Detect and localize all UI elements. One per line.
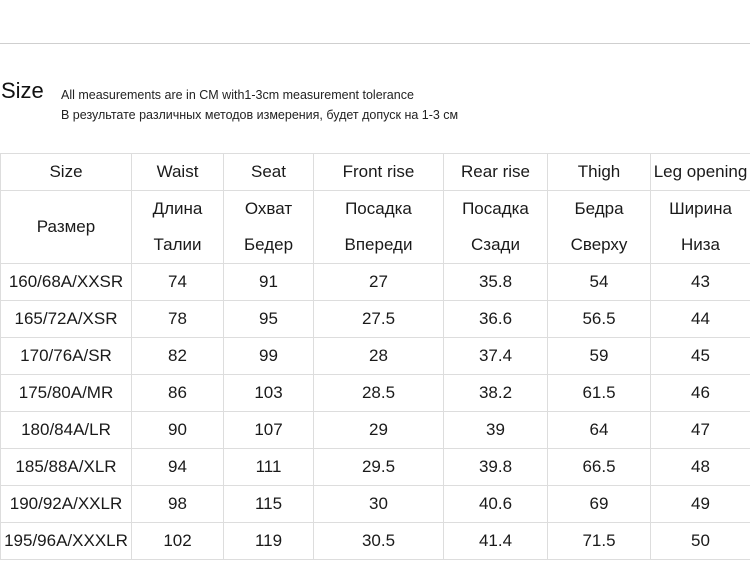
page-title: Size: [1, 78, 44, 103]
cell-front-rise: 27: [314, 264, 444, 301]
cell-rear-rise: 37.4: [444, 338, 548, 375]
cell-seat: 95: [224, 301, 314, 338]
table-body: [1, 264, 750, 560]
header-ru-thigh-line2: Сверху: [570, 235, 628, 254]
header-ru-front-rise-line2: Впереди: [344, 235, 413, 254]
cell-seat: 119: [224, 523, 314, 560]
header-ru-thigh: [548, 191, 651, 264]
cell-seat: 99: [224, 338, 314, 375]
cell-leg-opening: 47: [651, 412, 750, 449]
header-rear-rise: Rear rise: [444, 154, 548, 191]
cell-leg-opening: 46: [651, 375, 750, 412]
cell-size: 165/72A/XSR: [1, 301, 132, 338]
table-row: [1, 301, 750, 338]
cell-seat: 91: [224, 264, 314, 301]
header-size: Size: [1, 154, 132, 191]
cell-rear-rise: 39.8: [444, 449, 548, 486]
header-ru-rear-rise: [444, 191, 548, 264]
header-ru-seat: [224, 191, 314, 264]
cell-front-rise: 28.5: [314, 375, 444, 412]
cell-thigh: 56.5: [548, 301, 651, 338]
cell-seat: 111: [224, 449, 314, 486]
header-seat: Seat: [224, 154, 314, 191]
cell-size: 190/92A/XXLR: [1, 486, 132, 523]
table-row: [1, 523, 750, 560]
cell-leg-opening: 49: [651, 486, 750, 523]
header-waist: Waist: [132, 154, 224, 191]
header-row-russian: [1, 191, 750, 264]
tolerance-note-russian: В результате различных методов измерения, будет допуск на 1-3 см: [61, 108, 459, 122]
cell-waist: 82: [132, 338, 224, 375]
cell-leg-opening: 45: [651, 338, 750, 375]
cell-waist: 90: [132, 412, 224, 449]
header-row-english: [1, 154, 750, 191]
cell-thigh: 59: [548, 338, 651, 375]
header-ru-rear-rise-line1: Посадка: [462, 199, 529, 218]
cell-size: 160/68A/XXSR: [1, 264, 132, 301]
header-thigh: Thigh: [548, 154, 651, 191]
tolerance-note-english: All measurements are in CM with1-3cm measurement tolerance: [61, 88, 414, 102]
cell-thigh: 71.5: [548, 523, 651, 560]
header-ru-waist-line1: Длина: [152, 199, 203, 218]
cell-front-rise: 28: [314, 338, 444, 375]
cell-size: 185/88A/XLR: [1, 449, 132, 486]
header-ru-front-rise: [314, 191, 444, 264]
cell-rear-rise: 38.2: [444, 375, 548, 412]
cell-seat: 107: [224, 412, 314, 449]
table-row: [1, 264, 750, 301]
cell-thigh: 54: [548, 264, 651, 301]
header-ru-rear-rise-line2: Сзади: [471, 235, 520, 254]
cell-seat: 103: [224, 375, 314, 412]
cell-front-rise: 27.5: [314, 301, 444, 338]
cell-front-rise: 29: [314, 412, 444, 449]
cell-leg-opening: 50: [651, 523, 750, 560]
cell-seat: 115: [224, 486, 314, 523]
cell-leg-opening: 48: [651, 449, 750, 486]
header-ru-thigh-line1: Бедра: [574, 199, 624, 218]
header-ru-seat-line2: Бедер: [243, 235, 294, 254]
cell-thigh: 69: [548, 486, 651, 523]
cell-waist: 74: [132, 264, 224, 301]
cell-leg-opening: 44: [651, 301, 750, 338]
top-divider: [0, 43, 750, 44]
cell-rear-rise: 39: [444, 412, 548, 449]
header-ru-size: Размер: [1, 191, 132, 264]
cell-leg-opening: 43: [651, 264, 750, 301]
table-row: [1, 449, 750, 486]
table-row: [1, 412, 750, 449]
cell-size: 170/76A/SR: [1, 338, 132, 375]
cell-waist: 94: [132, 449, 224, 486]
cell-thigh: 66.5: [548, 449, 651, 486]
cell-rear-rise: 36.6: [444, 301, 548, 338]
cell-rear-rise: 35.8: [444, 264, 548, 301]
cell-size: 175/80A/MR: [1, 375, 132, 412]
table-row: [1, 338, 750, 375]
header-ru-leg-opening-line1: Ширина: [669, 199, 732, 218]
cell-rear-rise: 41.4: [444, 523, 548, 560]
cell-waist: 98: [132, 486, 224, 523]
header-front-rise: Front rise: [314, 154, 444, 191]
header-ru-waist-line2: Талии: [153, 235, 202, 254]
cell-size: 195/96A/XXXLR: [1, 523, 132, 560]
header-ru-waist: [132, 191, 224, 264]
header-ru-front-rise-line1: Посадка: [345, 199, 412, 218]
cell-size: 180/84A/LR: [1, 412, 132, 449]
cell-thigh: 64: [548, 412, 651, 449]
cell-front-rise: 30: [314, 486, 444, 523]
cell-front-rise: 29.5: [314, 449, 444, 486]
cell-waist: 102: [132, 523, 224, 560]
cell-rear-rise: 40.6: [444, 486, 548, 523]
table-row: [1, 486, 750, 523]
table-row: [1, 375, 750, 412]
cell-thigh: 61.5: [548, 375, 651, 412]
header-ru-leg-opening: [651, 191, 750, 264]
header-ru-leg-opening-line2: Низа: [680, 235, 721, 254]
header-leg-opening: Leg opening: [651, 154, 750, 191]
header-ru-seat-line1: Охват: [244, 199, 293, 218]
cell-waist: 86: [132, 375, 224, 412]
cell-front-rise: 30.5: [314, 523, 444, 560]
size-chart-table: [0, 153, 750, 560]
cell-waist: 78: [132, 301, 224, 338]
